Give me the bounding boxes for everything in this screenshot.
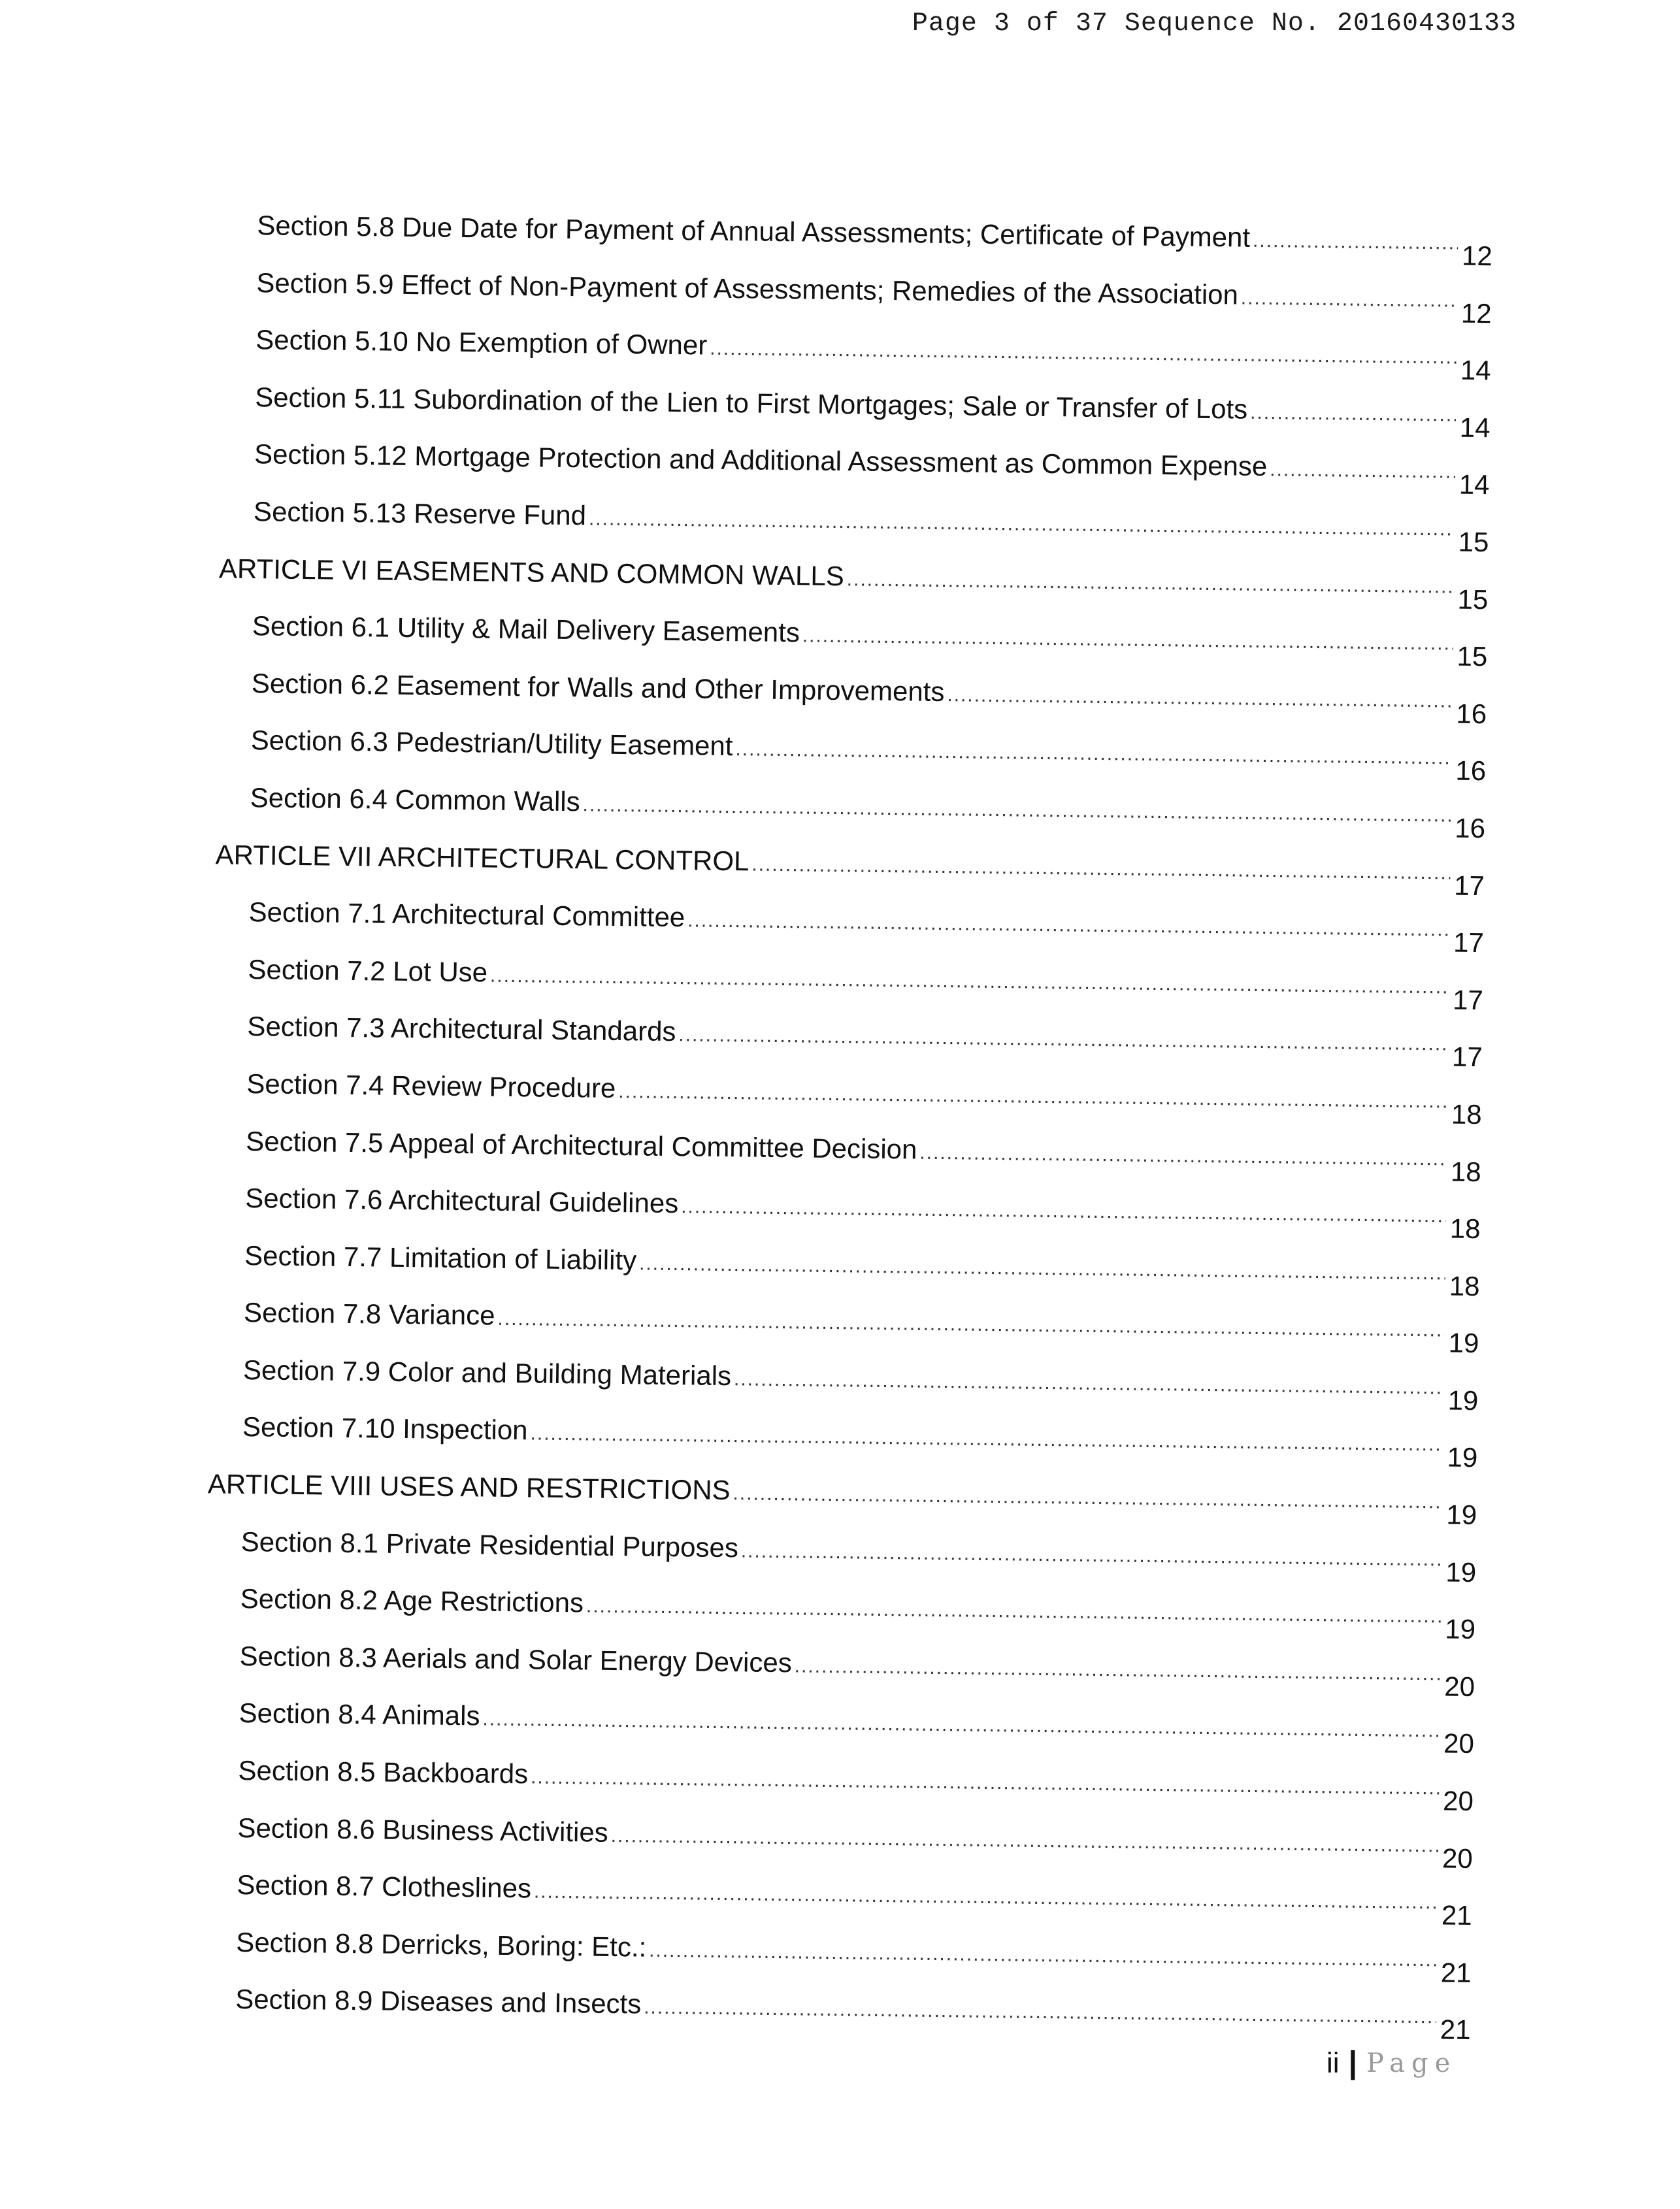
toc-dot-leader xyxy=(733,1350,1444,1416)
toc-dot-leader xyxy=(649,1922,1438,1988)
toc-entry-label: Section 8.1 Private Residential Purposes xyxy=(240,1526,739,1563)
toc-entry-page: 15 xyxy=(1457,583,1489,615)
toc-entry-page: 15 xyxy=(1457,640,1488,672)
toc-entry-label: Section 5.8 Due Date for Payment of Annual Assessments; Certificate of Payment xyxy=(257,210,1251,253)
toc-dot-leader xyxy=(678,1006,1449,1073)
toc-entry-label: Section 5.9 Effect of Non-Payment of Assessments; Remedies of the Association xyxy=(256,267,1239,310)
toc-dot-leader xyxy=(735,721,1452,787)
toc-entry-page: 12 xyxy=(1460,297,1492,329)
toc-entry-page: 12 xyxy=(1461,240,1493,272)
table-of-contents xyxy=(174,196,1496,2046)
toc-entry-page: 17 xyxy=(1451,1041,1483,1073)
toc-entry-label: Section 6.2 Easement for Walls and Other Improvements xyxy=(251,667,945,707)
toc-entry-page: 19 xyxy=(1447,1442,1478,1473)
toc-entry-label: Section 8.8 Derricks, Boring: Etc.: xyxy=(236,1926,647,1963)
toc-entry-page: 19 xyxy=(1445,1613,1476,1645)
toc-entry-label: ARTICLE VII ARCHITECTURAL CONTROL xyxy=(215,838,749,876)
toc-entry-label: Section 7.8 Variance xyxy=(243,1297,495,1331)
toc-entry-page: 18 xyxy=(1450,1156,1481,1187)
toc-dot-leader xyxy=(687,892,1450,958)
toc-entry-page: 21 xyxy=(1440,2014,1471,2046)
toc-dot-leader xyxy=(733,1465,1443,1531)
toc-entry-label: Section 5.13 Reserve Fund xyxy=(253,496,587,531)
toc-entry-label: Section 7.3 Architectural Standards xyxy=(247,1011,676,1047)
toc-entry-label: ARTICLE VI EASEMENTS AND COMMON WALLS xyxy=(218,553,845,591)
toc-entry-label: Section 5.12 Mortgage Protection and Additional Assessment as Common Expense xyxy=(254,438,1268,482)
toc-entry-label: ARTICLE VIII USES AND RESTRICTIONS xyxy=(207,1468,731,1506)
toc-entry-label: Section 7.9 Color and Building Materials xyxy=(242,1354,732,1392)
toc-entry-label: Section 8.5 Backboards xyxy=(238,1755,529,1790)
toc-entry-page: 14 xyxy=(1459,412,1491,444)
toc-dot-leader xyxy=(919,1124,1447,1187)
page-sequence-header: Page 3 of 37 Sequence No. 20160430133 xyxy=(912,9,1517,39)
toc-entry-label: Section 6.1 Utility & Mail Delivery Easements xyxy=(252,610,800,648)
toc-entry-page: 14 xyxy=(1460,354,1491,386)
toc-entry-page: 19 xyxy=(1447,1384,1479,1416)
toc-entry-page: 16 xyxy=(1455,812,1486,844)
toc-entry-page: 17 xyxy=(1453,926,1485,958)
toc-entry-page: 20 xyxy=(1443,1727,1475,1759)
toc-entry-label: Section 7.4 Review Procedure xyxy=(246,1068,616,1104)
toc-entry-page: 18 xyxy=(1451,1098,1482,1130)
footer-separator: | xyxy=(1348,2046,1357,2080)
toc-entry-page: 16 xyxy=(1456,698,1487,729)
toc-entry-page: 18 xyxy=(1449,1270,1480,1301)
toc-entry-label: Section 5.11 Subordination of the Lien to First Mortgages; Sale or Transfer of Lots xyxy=(254,381,1248,425)
toc-dot-leader xyxy=(947,666,1453,730)
toc-entry-page: 17 xyxy=(1452,984,1484,1015)
toc-entry-label: Section 6.3 Pedestrian/Utility Easement xyxy=(250,725,733,762)
toc-entry-label: Section 7.6 Architectural Guidelines xyxy=(244,1183,679,1219)
toc-entry-page: 16 xyxy=(1455,755,1487,787)
toc-entry-label: Section 8.7 Clotheslines xyxy=(237,1869,532,1904)
toc-entry-page: 17 xyxy=(1453,870,1485,901)
toc-dot-leader xyxy=(1240,269,1457,329)
footer-page-label: Page xyxy=(1366,2048,1457,2078)
toc-dot-leader xyxy=(1250,384,1457,444)
toc-entry-page: 20 xyxy=(1442,1785,1474,1817)
toc-dot-leader xyxy=(846,551,1454,615)
toc-entry-page: 19 xyxy=(1445,1556,1477,1588)
toc-dot-leader xyxy=(639,1235,1446,1302)
toc-entry-label: Section 8.4 Animals xyxy=(239,1697,480,1731)
toc-entry-page: 21 xyxy=(1440,1957,1472,1988)
toc-entry-label: Section 6.4 Common Walls xyxy=(250,782,580,817)
toc-entry-label: Section 7.7 Limitation of Liability xyxy=(244,1239,637,1276)
toc-entry-label: Section 7.2 Lot Use xyxy=(248,953,488,988)
page-footer xyxy=(1326,2045,1457,2081)
toc-entry-page: 21 xyxy=(1441,1899,1472,1931)
toc-entry-label: Section 5.10 No Exemption of Owner xyxy=(255,324,708,361)
toc-entry-page: 20 xyxy=(1441,1842,1474,1874)
toc-entry-page: 19 xyxy=(1446,1499,1477,1531)
toc-dot-leader xyxy=(751,836,1451,902)
toc-dot-leader xyxy=(1253,212,1458,272)
toc-entry-label: Section 8.2 Age Restrictions xyxy=(240,1583,584,1618)
toc-entry-page: 15 xyxy=(1458,526,1489,558)
toc-dot-leader xyxy=(644,1979,1437,2046)
toc-entry-page: 18 xyxy=(1449,1213,1481,1245)
footer-page-number: ii xyxy=(1326,2046,1340,2079)
toc-entry-label: Section 8.9 Diseases and Insects xyxy=(235,1984,642,2020)
toc-dot-leader xyxy=(533,1863,1438,1931)
toc-dot-leader xyxy=(794,1637,1441,1703)
toc-dot-leader xyxy=(531,1748,1440,1817)
toc-dot-leader xyxy=(681,1178,1447,1245)
toc-entry-label: Section 8.3 Aerials and Solar Energy Devices xyxy=(239,1640,793,1678)
toc-entry-label: Section 7.5 Appeal of Architectural Committee Decision xyxy=(246,1125,917,1165)
toc-dot-leader xyxy=(1270,441,1456,500)
toc-entry-label: Section 7.10 Inspection xyxy=(242,1411,528,1446)
toc-entry-page: 20 xyxy=(1443,1671,1475,1702)
toc-entry-page: 19 xyxy=(1448,1327,1479,1359)
toc-entry-label: Section 8.6 Business Activities xyxy=(237,1812,609,1848)
toc-dot-leader xyxy=(610,1807,1439,1874)
toc-dot-leader xyxy=(740,1522,1442,1588)
toc-entry-page: 14 xyxy=(1458,469,1490,500)
toc-entry-label: Section 7.1 Architectural Committee xyxy=(248,896,685,933)
